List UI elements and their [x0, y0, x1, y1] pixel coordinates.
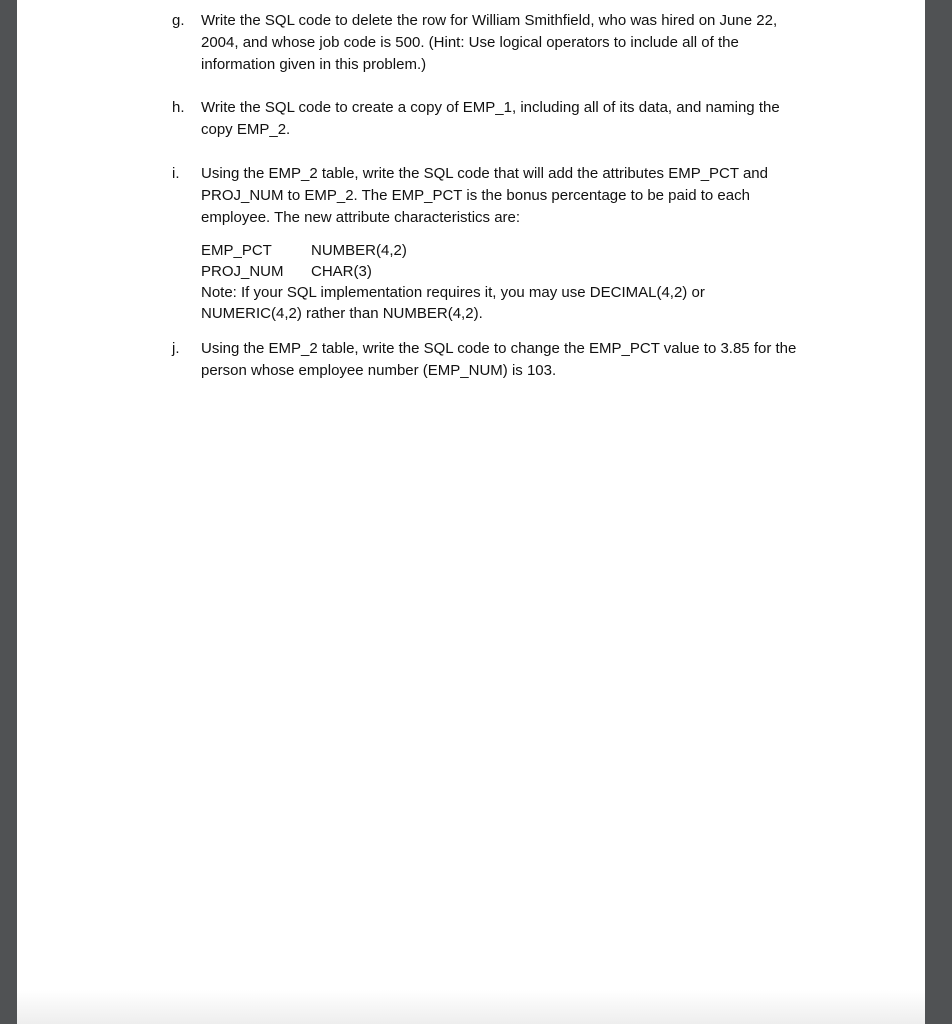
text-line: copy EMP_2. [201, 121, 291, 138]
question-text [201, 10, 813, 76]
question-marker: g. [172, 12, 185, 29]
attribute-row [201, 240, 813, 261]
text-line: employee. The new attribute characteristics are: [201, 209, 521, 226]
question-text [201, 338, 813, 382]
question-marker: i. [172, 165, 180, 182]
question-text [201, 97, 813, 141]
attribute-name: EMP_PCT [201, 242, 272, 259]
document-page [17, 0, 925, 1024]
question-marker: h. [172, 99, 185, 116]
text-line: Using the EMP_2 table, write the SQL code that will add the attributes EMP_PCT and [201, 165, 768, 182]
text-line: PROJ_NUM to EMP_2. The EMP_PCT is the bonus percentage to be paid to each [201, 187, 750, 204]
text-line: Using the EMP_2 table, write the SQL code to change the EMP_PCT value to 3.85 for the [201, 340, 797, 357]
attribute-name: PROJ_NUM [201, 263, 284, 280]
note-line: NUMERIC(4,2) rather than NUMBER(4,2). [201, 305, 483, 322]
attribute-type: NUMBER(4,2) [311, 242, 407, 259]
text-line: information given in this problem.) [201, 56, 427, 73]
note-line: Note: If your SQL implementation requires it, you may use DECIMAL(4,2) or [201, 284, 705, 301]
text-line: Write the SQL code to delete the row for William Smithfield, who was hired on June 22, [201, 12, 778, 29]
page-bottom-shadow [17, 990, 925, 1024]
text-line: person whose employee number (EMP_NUM) is 103. [201, 362, 557, 379]
attribute-row [201, 261, 813, 282]
text-line: Write the SQL code to create a copy of EMP_1, including all of its data, and naming the [201, 99, 780, 116]
question-text [201, 163, 813, 324]
question-marker: j. [172, 340, 180, 357]
text-line: 2004, and whose job code is 500. (Hint: Use logical operators to include all of the [201, 34, 739, 51]
attribute-type: CHAR(3) [311, 263, 372, 280]
